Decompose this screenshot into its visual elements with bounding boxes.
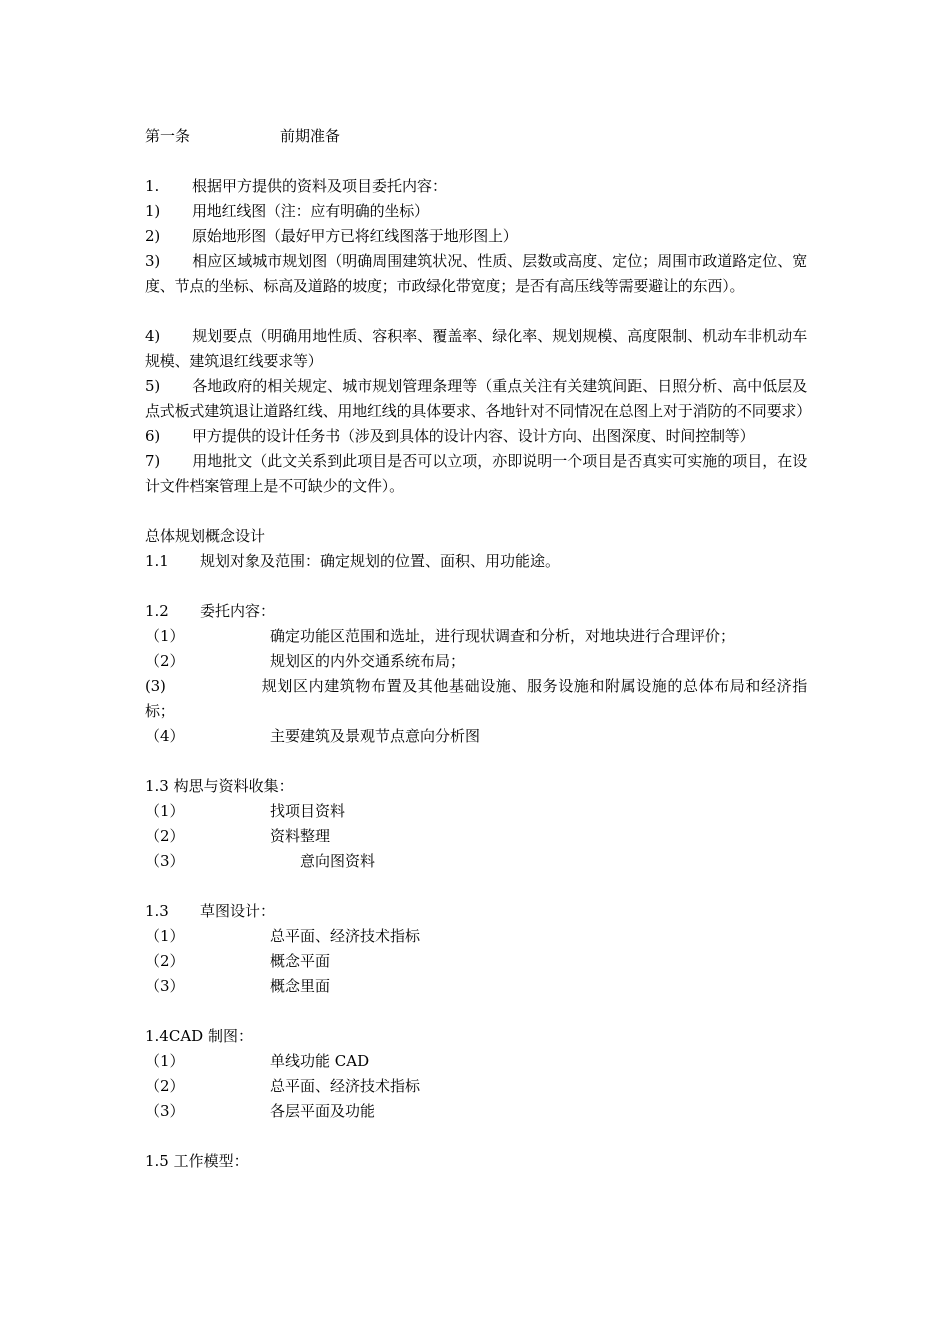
list-item: [145, 724, 807, 749]
cad-heading: 1.4CAD 制图：: [145, 1027, 253, 1045]
list-item: [145, 1074, 807, 1099]
list-item: [145, 974, 807, 999]
intro-number: 1.: [145, 177, 160, 195]
list-item-number: （1）: [145, 802, 185, 820]
commission-heading: [145, 599, 807, 624]
section-heading: [145, 124, 807, 149]
list-item-number: 6): [145, 427, 160, 445]
list-item-number: 5): [145, 377, 160, 395]
list-item-number: (3): [145, 677, 166, 695]
list-item-number: （1）: [145, 927, 185, 945]
list-item-text: 用地批文（此文关系到此项目是否可以立项，亦即说明一个项目是否真实可实施的项目，在设计文件档案管理上是不可缺少的文件）。: [145, 452, 807, 495]
list-item-number: （3）: [145, 852, 185, 870]
list-item-text: 主要建筑及景观节点意向分析图: [270, 727, 481, 745]
list-item-number: 4): [145, 327, 160, 345]
list-item-text: 总平面、经济技术指标: [270, 1077, 421, 1095]
list-item: [145, 799, 807, 824]
list-item-text: 原始地形图（最好甲方已将红线图落于地形图上）: [192, 227, 518, 245]
list-item: [145, 824, 807, 849]
list-item-text: 甲方提供的设计任务书（涉及到具体的设计内容、设计方向、出图深度、时间控制等）: [192, 427, 755, 445]
commission-text: 委托内容：: [200, 602, 276, 620]
list-item-number: （2）: [145, 952, 185, 970]
list-item: [145, 924, 807, 949]
blank-line: [145, 499, 807, 524]
list-item: [145, 449, 807, 499]
blank-line: [145, 874, 807, 899]
list-item: [145, 1099, 807, 1124]
sketch-number: 1.3: [145, 902, 169, 920]
list-item-number: 1): [145, 202, 160, 220]
list-item-number: （2）: [145, 827, 185, 845]
blank-line: [145, 1124, 807, 1149]
sketch-heading: [145, 899, 807, 924]
blank-line: [145, 749, 807, 774]
list-item: [145, 674, 807, 724]
list-item-number: （3）: [145, 1102, 185, 1120]
list-item-number: （4）: [145, 727, 185, 745]
list-item: [145, 374, 812, 424]
model-heading: 1.5 工作模型：: [145, 1152, 249, 1170]
list-item: [145, 424, 807, 449]
list-item-text: 概念里面: [270, 977, 331, 995]
blank-line: [145, 574, 807, 599]
intro-line: [145, 174, 807, 199]
list-item-text: 意向图资料: [300, 852, 376, 870]
list-item: [145, 649, 807, 674]
document-page: [145, 124, 812, 1174]
list-item-text: 概念平面: [270, 952, 331, 970]
list-item-text: 确定功能区范围和选址，进行现状调查和分析，对地块进行合理评价；: [270, 627, 736, 645]
list-item-text: 规划要点（明确用地性质、容积率、覆盖率、绿化率、规划规模、高度限制、机动车非机动车规模、建筑退红线要求等）: [145, 327, 807, 370]
concept-title: 总体规划概念设计: [145, 527, 266, 545]
list-item: [145, 1049, 807, 1074]
list-item-text: 规划区内建筑物布置及其他基础设施、服务设施和附属设施的总体布局和经济指标；: [145, 677, 807, 720]
list-item-text: 资料整理: [270, 827, 331, 845]
list-item: [145, 199, 807, 224]
list-item: [145, 624, 807, 649]
list-item-number: 3): [145, 252, 160, 270]
list-item-text: 各地政府的相关规定、城市规划管理条理等（重点关注有关建筑间距、日照分析、高中低层及点式板式建筑退让道路红线、用地红线的具体要求、各地针对不同情况在总图上对于消防的不同要求）: [145, 377, 812, 420]
list-item-text: 用地红线图（注：应有明确的坐标）: [192, 202, 429, 220]
blank-line: [145, 299, 807, 324]
list-item-text: 找项目资料: [270, 802, 346, 820]
list-item-text: 相应区域城市规划图（明确周围建筑状况、性质、层数或高度、定位；周围市政道路定位、宽度、节点的坐标、标高及道路的坡度；市政绿化带宽度；是否有高压线等需要避让的东西）。: [145, 252, 807, 295]
list-item: [145, 949, 807, 974]
blank-line: [145, 999, 807, 1024]
list-item-number: （1）: [145, 1052, 185, 1070]
list-item: [145, 249, 807, 299]
list-item-number: （1）: [145, 627, 185, 645]
list-item-text: 单线功能 CAD: [270, 1052, 370, 1070]
list-item-text: 总平面、经济技术指标: [270, 927, 421, 945]
section-heading-label: 第一条: [145, 127, 191, 145]
list-item: [145, 224, 807, 249]
list-item-number: （3）: [145, 977, 185, 995]
scope-text: 规划对象及范围：确定规划的位置、面积、用功能途。: [200, 552, 561, 570]
scope-number: 1.1: [145, 552, 169, 570]
intro-text: 根据甲方提供的资料及项目委托内容：: [192, 177, 448, 195]
list-item: [145, 849, 807, 874]
list-item-number: （2）: [145, 1077, 185, 1095]
list-item-text: 各层平面及功能: [270, 1102, 376, 1120]
list-item-number: （2）: [145, 652, 185, 670]
concept-scope: [145, 549, 807, 574]
list-item-number: 7): [145, 452, 160, 470]
blank-line: [145, 149, 807, 174]
collection-heading: 1.3 构思与资料收集：: [145, 777, 294, 795]
list-item: [145, 324, 807, 374]
section-heading-title: 前期准备: [280, 127, 341, 145]
commission-number: 1.2: [145, 602, 169, 620]
list-item-text: 规划区的内外交通系统布局；: [270, 652, 466, 670]
sketch-text: 草图设计：: [200, 902, 276, 920]
list-item-number: 2): [145, 227, 160, 245]
